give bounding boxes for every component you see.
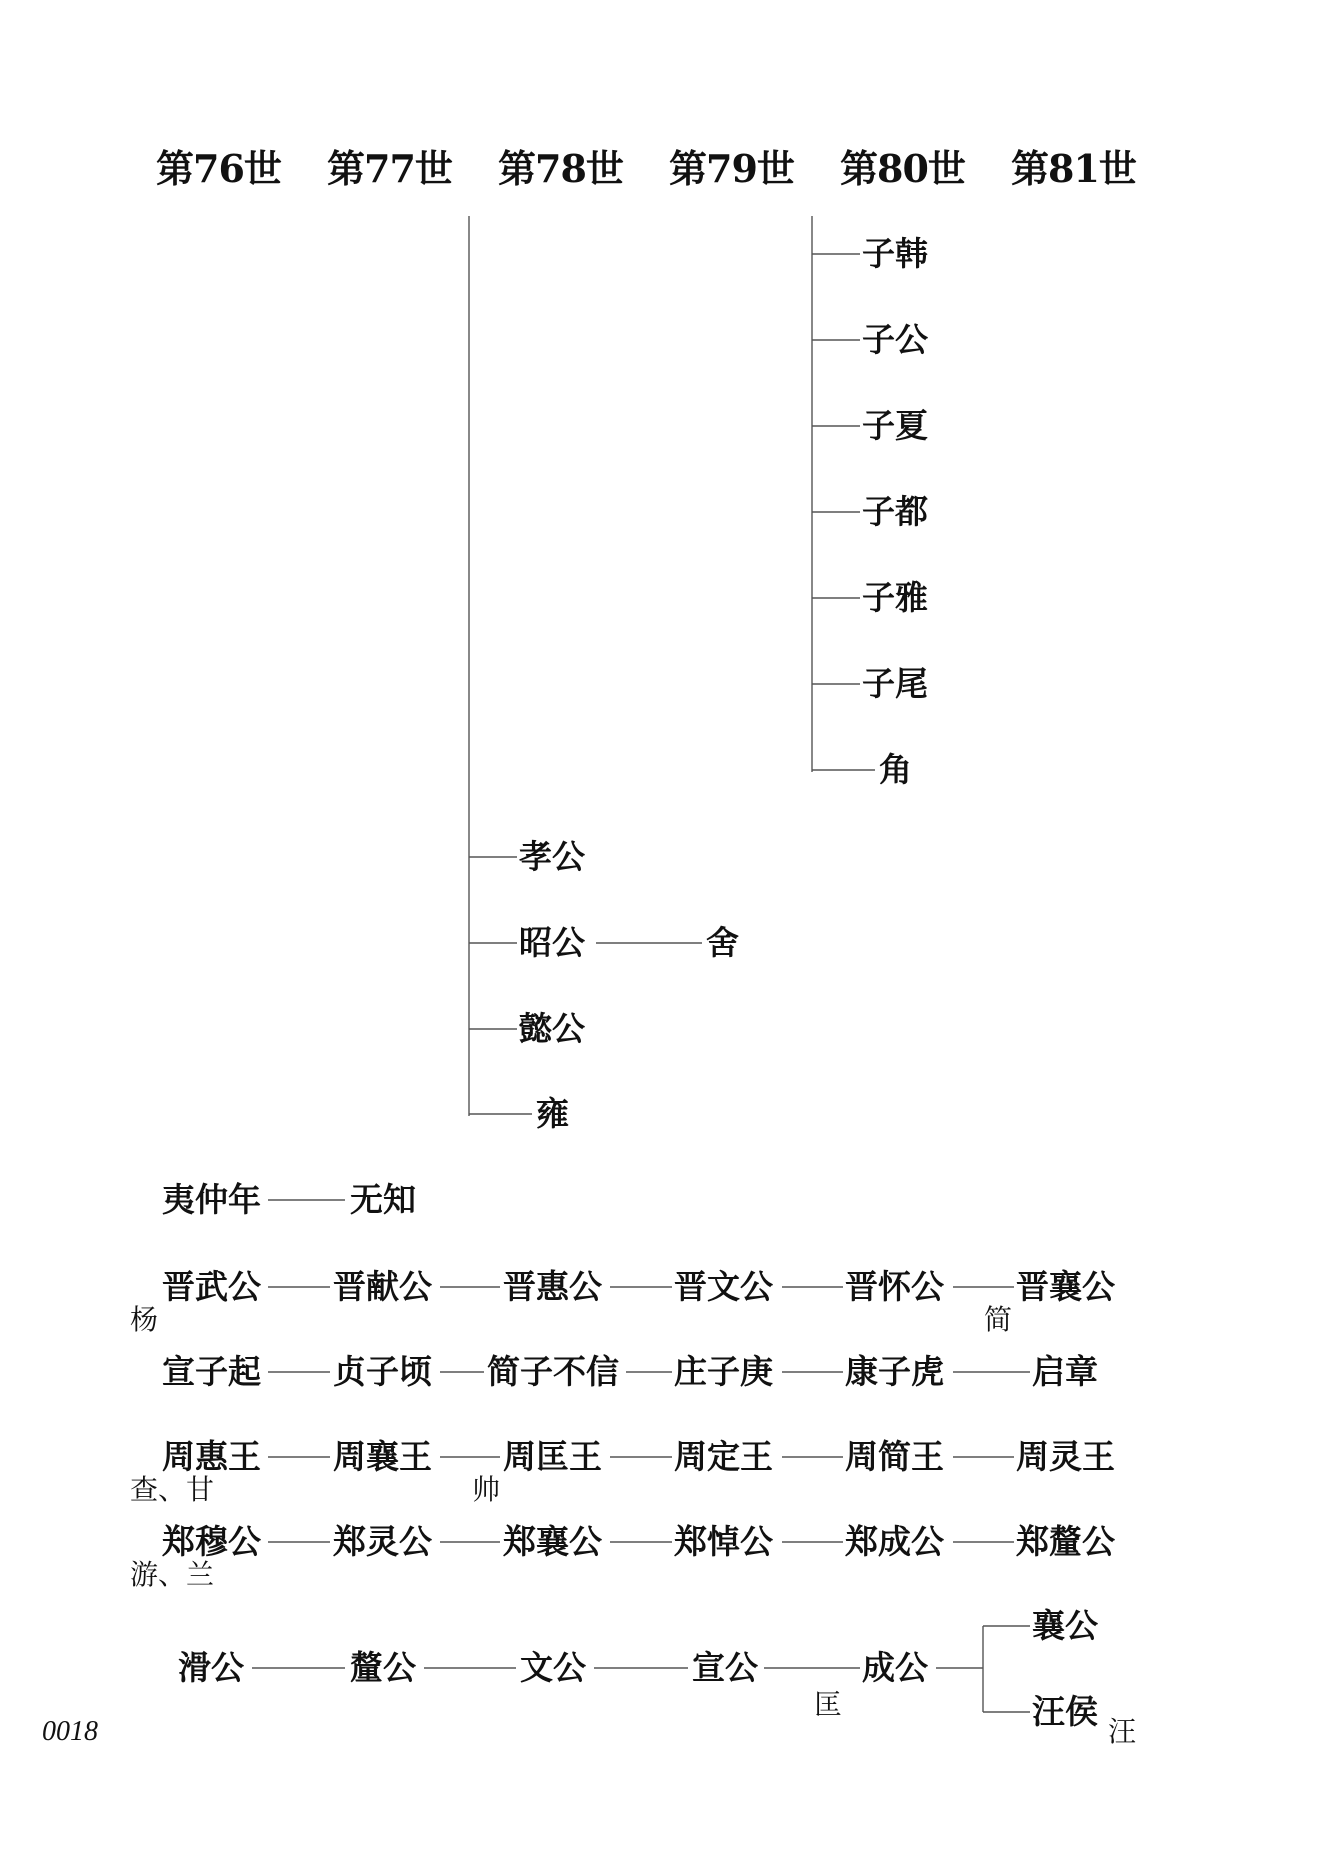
person-name: 郑成公: [845, 1522, 944, 1561]
person-name: 懿公: [519, 1009, 585, 1048]
person-name: 周襄王: [333, 1437, 432, 1476]
generation-header: 第79世: [669, 146, 794, 191]
person-name: 无知: [350, 1180, 416, 1219]
surname-note: 匡: [814, 1688, 843, 1721]
person-name: 晋惠公: [503, 1267, 602, 1306]
person-name: 周灵王: [1016, 1437, 1115, 1476]
person-name: 夷仲年: [162, 1180, 261, 1219]
person-name: 文公: [520, 1648, 586, 1687]
person-name: 舍: [706, 923, 739, 962]
person-name: 子夏: [862, 406, 928, 445]
generation-header: 第76世: [156, 146, 281, 191]
person-name: 子尾: [862, 664, 928, 703]
surname-note: 帅: [472, 1473, 501, 1506]
person-name: 启章: [1032, 1352, 1098, 1391]
person-name: 孝公: [519, 837, 585, 876]
person-name: 郑襄公: [503, 1522, 602, 1561]
person-name: 晋襄公: [1016, 1267, 1115, 1306]
person-name: 简子不信: [487, 1352, 619, 1391]
page-number: 0018: [42, 1716, 98, 1747]
generation-header: 第81世: [1011, 146, 1136, 191]
person-name: 康子虎: [845, 1352, 944, 1391]
generation-header: 第80世: [840, 146, 965, 191]
person-name: 宣公: [692, 1648, 758, 1687]
person-name: 晋怀公: [845, 1267, 944, 1306]
person-name: 子公: [862, 320, 928, 359]
person-name: 角: [879, 750, 912, 789]
person-name: 周匡王: [503, 1437, 602, 1476]
person-name: 昭公: [519, 923, 585, 962]
person-name: 汪侯: [1032, 1692, 1098, 1731]
person-name: 郑釐公: [1016, 1522, 1115, 1561]
person-name: 子雅: [862, 578, 928, 617]
person-name: 雍: [536, 1094, 569, 1133]
person-name: 周简王: [845, 1437, 944, 1476]
person-name: 子韩: [862, 234, 928, 273]
person-name: 滑公: [178, 1648, 244, 1687]
person-name: 周定王: [674, 1437, 773, 1476]
person-name: 宣子起: [162, 1352, 261, 1391]
surname-note: 游、兰: [130, 1558, 215, 1591]
person-name: 釐公: [350, 1648, 416, 1687]
surname-note: 简: [984, 1303, 1013, 1336]
person-name: 晋武公: [162, 1267, 261, 1306]
person-name: 襄公: [1032, 1606, 1098, 1645]
person-name: 郑穆公: [162, 1522, 261, 1561]
surname-note: 汪: [1108, 1715, 1137, 1748]
person-name: 郑悼公: [674, 1522, 773, 1561]
person-name: 晋献公: [333, 1267, 432, 1306]
person-name: 贞子顷: [333, 1352, 432, 1391]
person-name: 子都: [862, 492, 928, 531]
generation-header: 第78世: [498, 146, 623, 191]
surname-note: 杨: [130, 1303, 159, 1336]
surname-note: 查、甘: [130, 1473, 215, 1506]
person-name: 周惠王: [162, 1437, 261, 1476]
person-name: 郑灵公: [333, 1522, 432, 1561]
generation-header: 第77世: [327, 146, 452, 191]
person-name: 晋文公: [674, 1267, 773, 1306]
person-name: 成公: [862, 1648, 928, 1687]
person-name: 庄子庚: [674, 1352, 773, 1391]
